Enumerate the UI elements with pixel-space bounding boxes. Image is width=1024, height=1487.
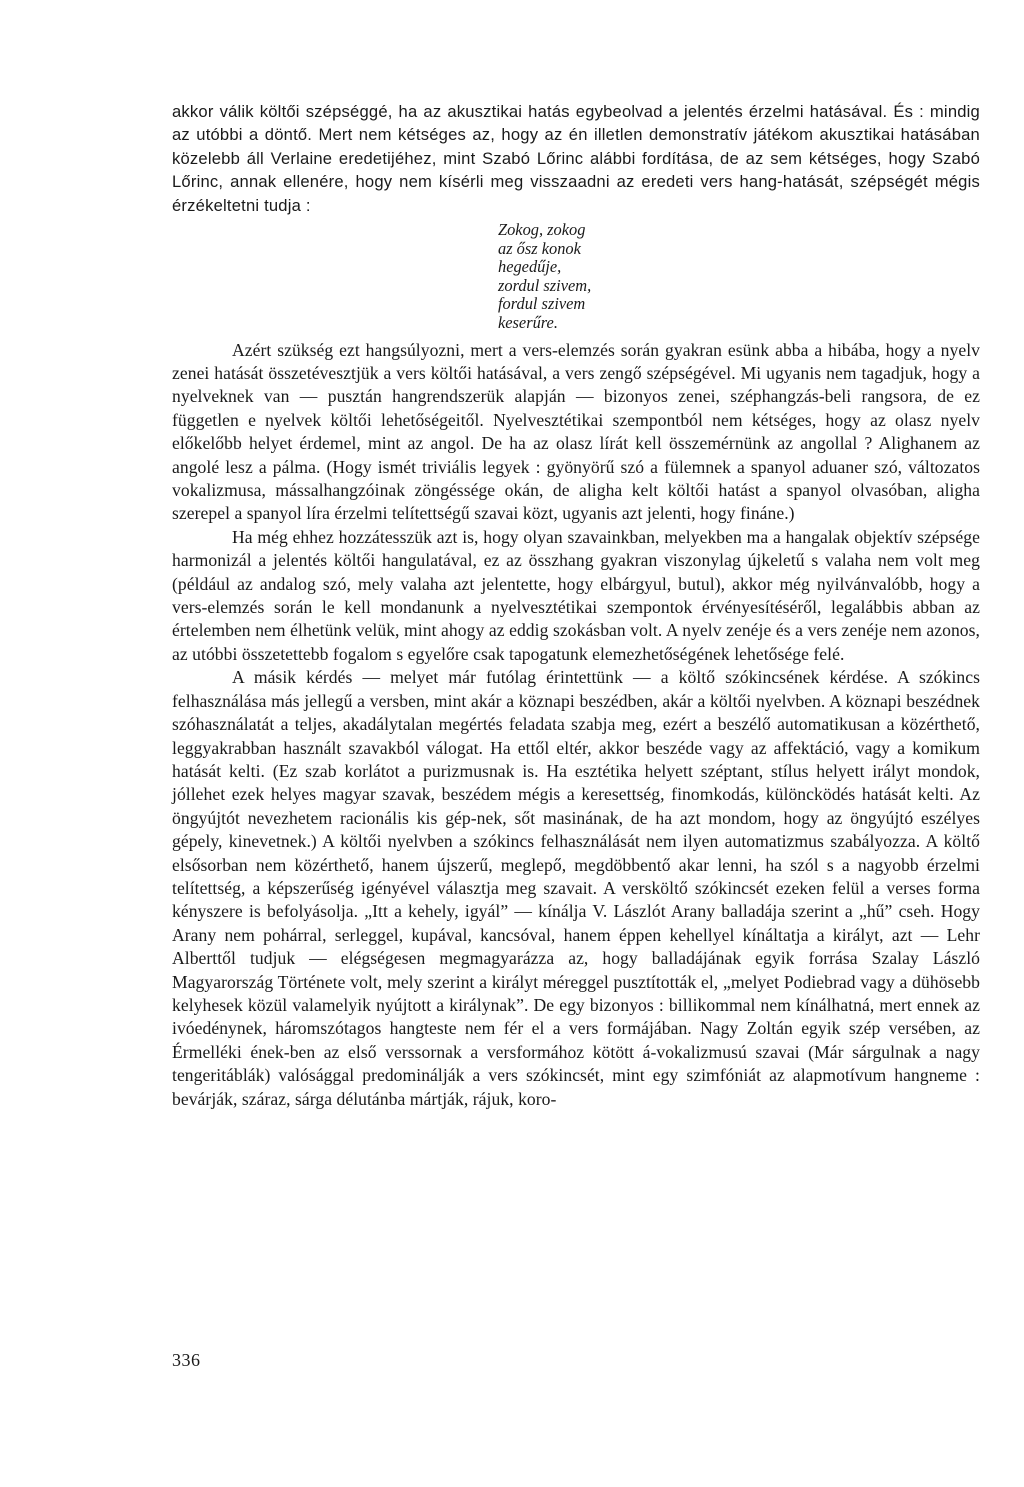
- body-paragraph: Azért szükség ezt hangsúlyozni, mert a vers-elemzés során gyakran esünk abba a hibába, hogy a nyelv zenei hatását összetévesztjük a vers költői hatásával, a vers zengő szépségével. Mi ugyanis nem tagadjuk, hogy a nyelveknek van — pusztán hangrendszerük alapján — bizonyos zenei, széphangzás-beli rangsora, de ez független e nyelvek költői lehetőségeitől. Nyelvesztétikai szempontból nem kétséges, hogy az olasz nyelv előkelőbb helyet érdemel, mint az angol. De ha az olasz lírát kell összemérnünk az angollal ? Alighanem az angolé lesz a pálma. (Hogy ismét triviális legyek : gyönyörű szó a fülemnek a spanyol aduaner szó, változatos vokalizmusa, mássalhangzóinak zöngéssége okán, de aligha kelt költői hatást a spanyol olvasóban, aligha szerepel a spanyol líra érzelmi telítettségű szavai közt, ugyanis azt jelenti, hogy fináne.): [172, 339, 980, 524]
- opening-paragraph: akkor válik költői szépséggé, ha az akusztikai hatás egybeolvad a jelentés érzelmi hatásával. És : mindig az utóbbi a döntő. Mert nem kétséges az, hogy az én illetlen demonstratív játékom akusztikai hatásában közelebb áll Verlaine eredetijéhez, mint Szabó Lőrinc alábbi fordítása, de az sem kétséges, hogy Szabó Lőrinc, annak ellenére, hogy nem kísérli meg visszaadni az eredeti vers hang-hatását, szépségét mégis érzékeltetni tudja :: [172, 102, 980, 215]
- poem-line: fordul szivem: [498, 294, 586, 314]
- poem-line: keserűre.: [498, 313, 558, 332]
- body-paragraph: Ha még ehhez hozzátesszük azt is, hogy olyan szavainkban, melyekben ma a hangalak objektív szépsége harmonizál a jelentés költői hangulatával, ez az összhang gyakran viszonylag újkeletű s valaha nem volt meg (például az andalog szó, mely valaha azt jelentette, hogy elbárgyul, butul), akkor még nyilvánvalóbb, hogy a vers-elemzés során le kell mondanunk a nyelvesztétikai szempontok érvényesítéséről, legalábbis abban az értelemben nem élhetünk velük, mint ahogy az eddig szokásban volt. A nyelv zenéje és a vers zenéje nem azonos, az utóbbi összetettebb fogalom s egyelőre csak tapogatunk elemezhetőségének lehetősége felé.: [172, 526, 980, 664]
- poem-line: az ősz konok: [498, 238, 581, 258]
- poem-line: hegedűje,: [498, 257, 562, 277]
- page-number: 336: [172, 1350, 201, 1370]
- body-paragraph: A másik kérdés — melyet már futólag érintettünk — a költő szókincsének kérdése. A szókincs felhasználása más jellegű a versben, mint akár a köznapi beszédben, akár a költői nyelvben. A köznapi beszédnek szóhasználatát a teljes, akadálytalan megértés feladata szabja meg, ezért a beszélő automatikusan a közérthető, leggyakrabban használt szavakból válogat. Ha ettől eltér, akkor beszéde vagy az affektáció, vagy a komikum hatását kelti. (Ez szab korlátot a purizmusnak is. Ha esztétika helyett széptant, stílus helyett irályt mondok, jóllehet ezek helyes magyar szavak, beszédem mégis a keresettség, finomkodás, különcködés hatását kelti. Az öngyújtót nevezhetem racionális kis gép-nek, sőt masinának, de ha azt mondom, hogy az öngyújtó eszélyes gépely, kinevetnek.) A költői nyelvben a szókincs felhasználását nem ilyen automatizmus szabályozza. A költő elsősorban nem közérthető, hanem újszerű, meglepő, megdöbbentő akar lenni, ha szól s a nagyobb érzelmi telítettség, a képszerűség igényével választja meg szavait. A versköltő szókincsét ezeken felül a verses forma kényszere is befolyásolja. „Itt a kehely, igyál” — kínálja V. Lászlót Arany balladája szerint a „hű” cseh. Hogy Arany nem pohárral, serleggel, kupával, kancsóval, hanem éppen kehellyel kínáltatja a királyt, azt — Lehr Alberttől tudjuk — elégségesen megmagyarázza az, hogy balladájának egyik forrása Szalay László Magyarország Története volt, mely szerint a királyt méreggel pusztították el, „melyet Podiebrad vagy a dühösebb kelyhesek közül valamelyik nyújtott a királynak”. De egy bizonyos : billikommal nem kínálhatná, mert ennek az ivóedénynek, háromszótagos hangteste nem fér el a vers formájában. Nagy Zoltán egyik szép versében, az Érmelléki ének-ben az első verssornak a versformához kötött á-vokalizmusú szavai (Már sárgulnak a nagy tengeritáblák) valósággal predominálják a vers szókincsét, mint egy szimfóniát az alapmotívum hangneme : bevárják, száraz, sárga délutánba mártják, rájuk, koro-: [172, 667, 980, 1109]
- poem-quotation: [498, 221, 980, 333]
- poem-line: zordul szivem,: [498, 275, 592, 295]
- poem-line: Zokog, zokog: [498, 220, 586, 240]
- page-body: [172, 100, 980, 1111]
